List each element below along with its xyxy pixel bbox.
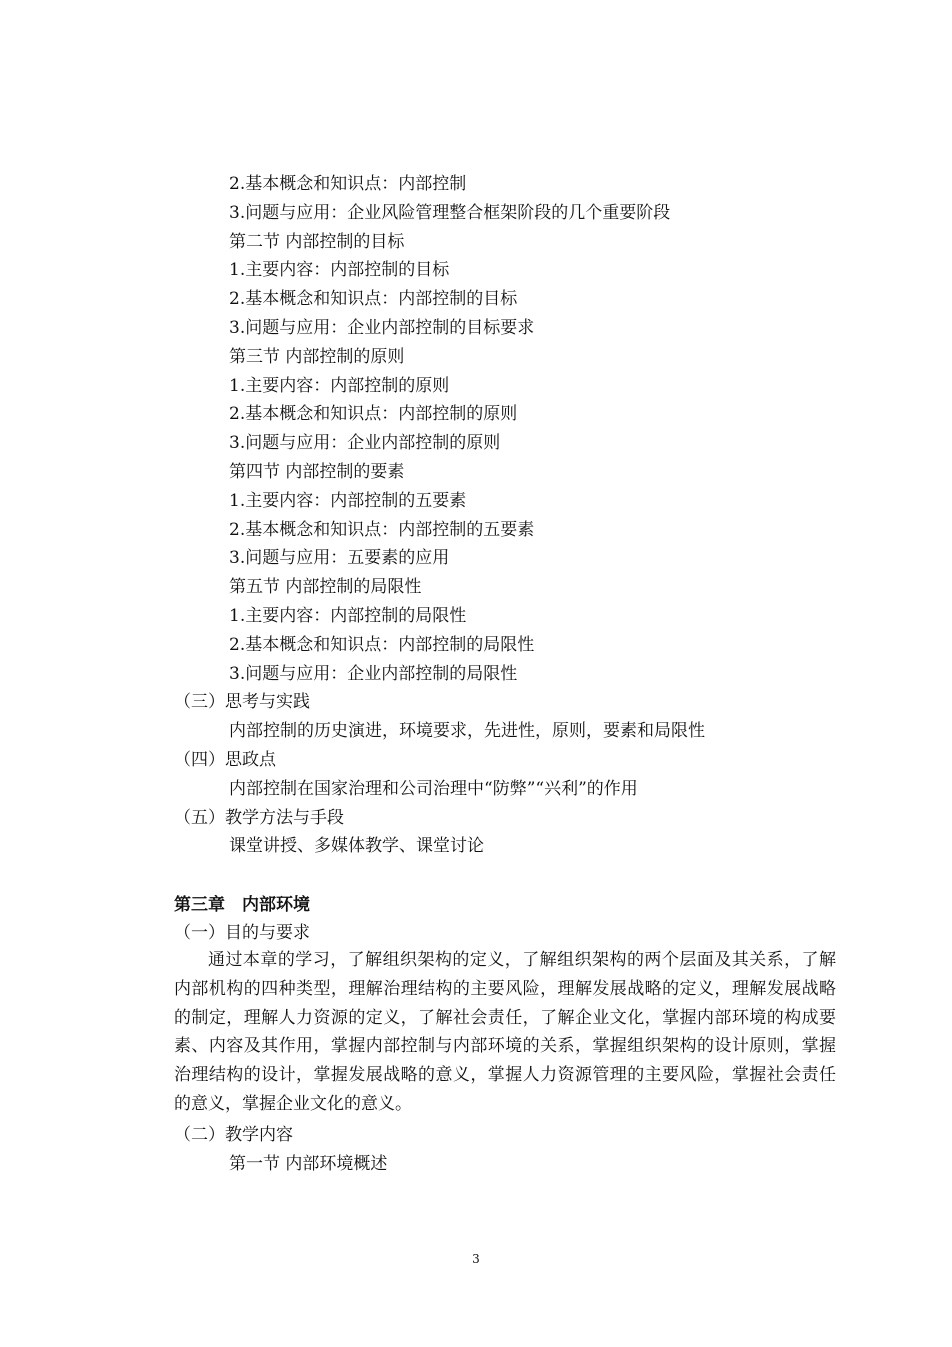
subsection-title: （五）教学方法与手段 bbox=[174, 808, 344, 828]
section-heading: 第五节 内部控制的局限性 bbox=[229, 577, 422, 597]
goal-paragraph: 通过本章的学习，了解组织架构的定义，了解组织架构的两个层面及其关系，了解内部机构的四种类型，理解治理结构的主要风险，理解发展战略的定义，理解发展战略的制定，理解人力资源的定义，了解社会责任，了解企业文化，掌握内部环境的构成要素、内容及其作用，掌握内部控制与内部环境的关系，掌握组织架构的设计原则，掌握治理结构的设计，掌握发展战略的意义，掌握人力资源管理的主要风险，掌握社会责任的意义，掌握企业文化的意义。 bbox=[174, 950, 836, 1114]
list-item: 1.主要内容：内部控制的原则 bbox=[229, 376, 450, 396]
section-heading: 第一节 内部环境概述 bbox=[229, 1154, 388, 1174]
list-item: 2.基本概念和知识点：内部控制的目标 bbox=[229, 289, 518, 309]
list-item: 3.问题与应用：企业内部控制的原则 bbox=[229, 433, 501, 453]
section-heading: 第四节 内部控制的要素 bbox=[229, 462, 405, 482]
subsection-title: （四）思政点 bbox=[174, 750, 276, 770]
list-item: 1.主要内容：内部控制的局限性 bbox=[229, 606, 467, 626]
section-heading: 第三节 内部控制的原则 bbox=[229, 347, 405, 367]
subsection-title: （一）目的与要求 bbox=[174, 923, 310, 943]
list-item: 3.问题与应用：企业内部控制的局限性 bbox=[229, 664, 518, 684]
subsection-title: （三）思考与实践 bbox=[174, 692, 310, 712]
subsection-title: （二）教学内容 bbox=[174, 1125, 293, 1145]
list-item: 3.问题与应用：企业风险管理整合框架阶段的几个重要阶段 bbox=[229, 203, 671, 223]
list-item: 2.基本概念和知识点：内部控制的原则 bbox=[229, 404, 518, 424]
subsection-content: 课堂讲授、多媒体教学、课堂讨论 bbox=[229, 836, 484, 856]
section-heading: 第二节 内部控制的目标 bbox=[229, 232, 405, 252]
list-item: 1.主要内容：内部控制的目标 bbox=[229, 260, 450, 280]
list-item: 2.基本概念和知识点：内部控制的局限性 bbox=[229, 635, 535, 655]
subsection-content: 内部控制的历史演进，环境要求，先进性，原则，要素和局限性 bbox=[229, 721, 705, 741]
list-item: 3.问题与应用：企业内部控制的目标要求 bbox=[229, 318, 535, 338]
list-item: 2.基本概念和知识点：内部控制 bbox=[229, 174, 467, 194]
subsection-content: 内部控制在国家治理和公司治理中“防弊”“兴利”的作用 bbox=[229, 779, 638, 799]
list-item: 2.基本概念和知识点：内部控制的五要素 bbox=[229, 520, 535, 540]
page-number: 3 bbox=[472, 1252, 480, 1266]
chapter-title: 第三章 内部环境 bbox=[174, 895, 310, 915]
list-item: 3.问题与应用：五要素的应用 bbox=[229, 548, 450, 568]
list-item: 1.主要内容：内部控制的五要素 bbox=[229, 491, 467, 511]
